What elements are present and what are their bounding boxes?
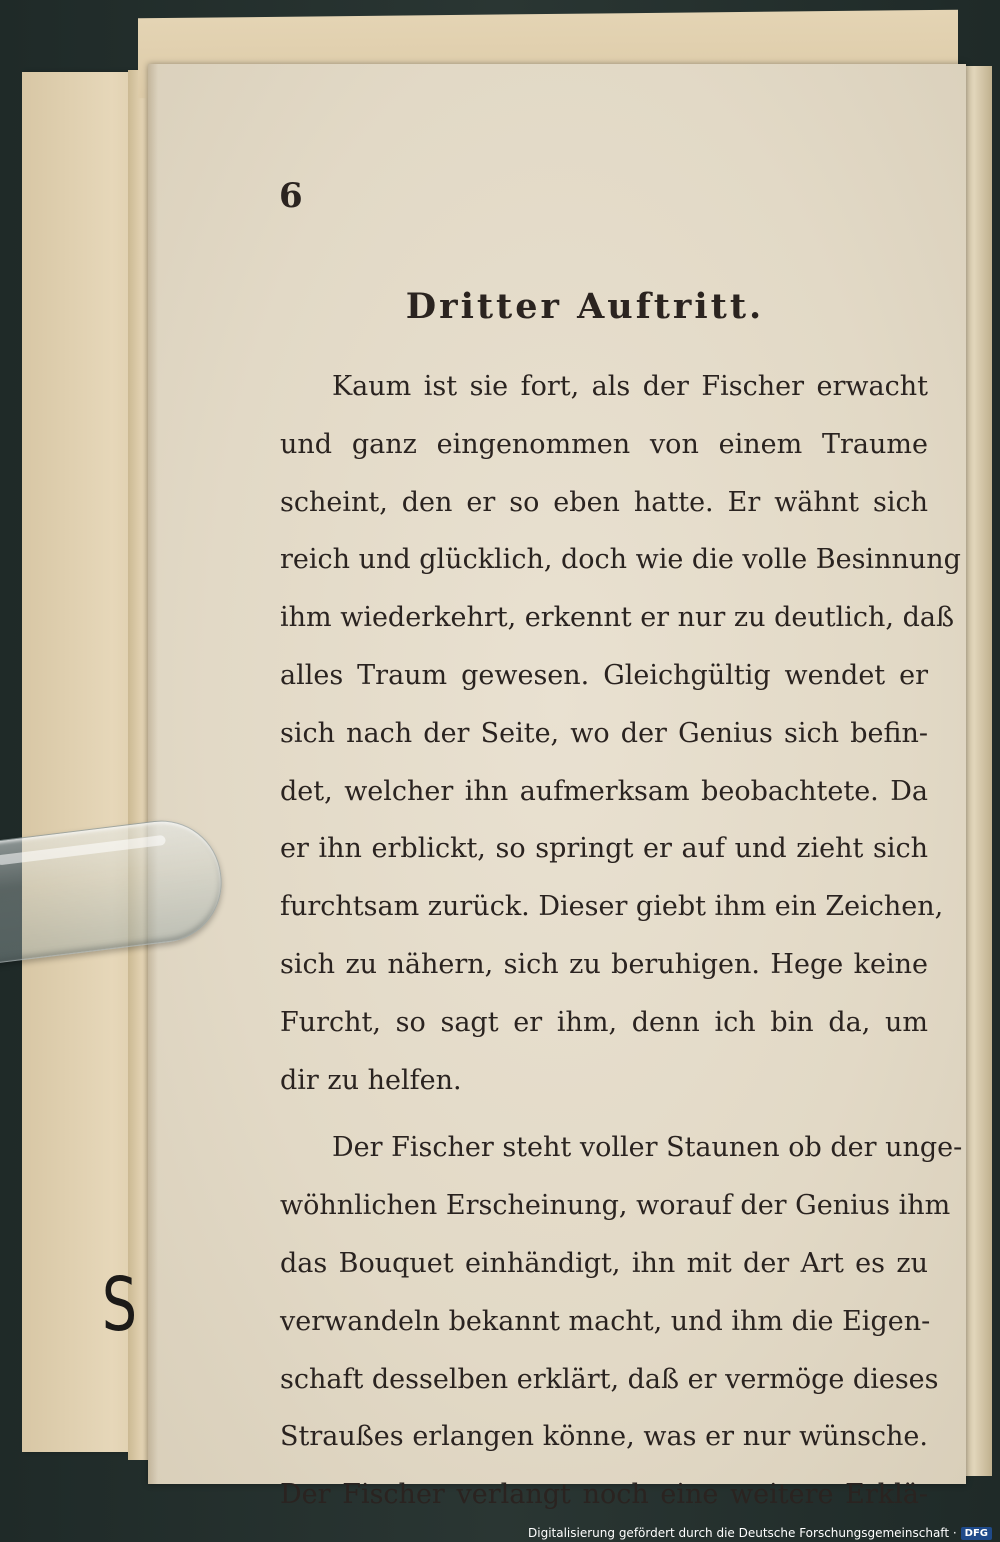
text-line: Straußes erlangen könne, was er nur wünsche. (280, 1421, 928, 1453)
text-line: Kaum ist sie fort, als der Fischer erwacht (332, 371, 928, 402)
text-line: Furcht, so sagt er ihm, denn ich bin da, um (280, 1006, 928, 1038)
page-number: 6 (279, 176, 303, 216)
text-line: alles Traum gewesen. Gleichgültig wendet er (280, 659, 928, 691)
dfg-logo: DFG (961, 1527, 992, 1540)
text-line: wöhnlichen Erscheinung, worauf der Genius ihm (280, 1190, 951, 1222)
text-line: det, welcher ihn aufmerksam beobachtete. Da (280, 775, 928, 807)
text-line: sich nach der Seite, wo der Genius sich befin- (280, 717, 928, 749)
page-fold (962, 66, 992, 1476)
text-line: schaft desselben erklärt, daß er vermöge dieses (280, 1363, 939, 1395)
margin-mark: S (101, 1262, 138, 1348)
body-text (280, 358, 963, 1524)
digitization-credit (528, 1526, 992, 1540)
text-line: scheint, den er so eben hatte. Er wähnt sich (280, 486, 928, 518)
paragraph-2 (280, 1119, 963, 1524)
text-line: er ihn erblickt, so springt er auf und zieht sich (280, 833, 928, 865)
page-gutter-shadow (148, 64, 158, 1484)
text-line: furchtsam zurück. Dieser giebt ihm ein Zeichen, (280, 891, 944, 923)
text-line: ihm wiederkehrt, erkennt er nur zu deutlich, daß (280, 602, 954, 634)
text-line: Der Fischer steht voller Staunen ob der unge- (332, 1132, 963, 1164)
credit-text: Digitalisierung gefördert durch die Deutsche Forschungsgemeinschaft · (528, 1526, 957, 1540)
glass-shine (0, 835, 166, 866)
text-line: das Bouquet einhändigt, ihn mit der Art es zu (280, 1247, 928, 1279)
text-line: und ganz eingenommen von einem Traume (280, 428, 928, 460)
text-line: reich und glücklich, doch wie die volle Besinnung (280, 544, 961, 576)
text-line: sich zu nähern, sich zu beruhigen. Hege keine (280, 948, 928, 980)
scene-heading: Dritter Auftritt. (405, 286, 765, 327)
text-line: verwandeln bekannt macht, und ihm die Eigen- (280, 1305, 931, 1337)
text-line: dir zu helfen. (280, 1064, 462, 1096)
text-line: Der Fischer verlangt noch eine weitere Erklä- (280, 1479, 928, 1511)
paragraph-1 (280, 358, 961, 1109)
